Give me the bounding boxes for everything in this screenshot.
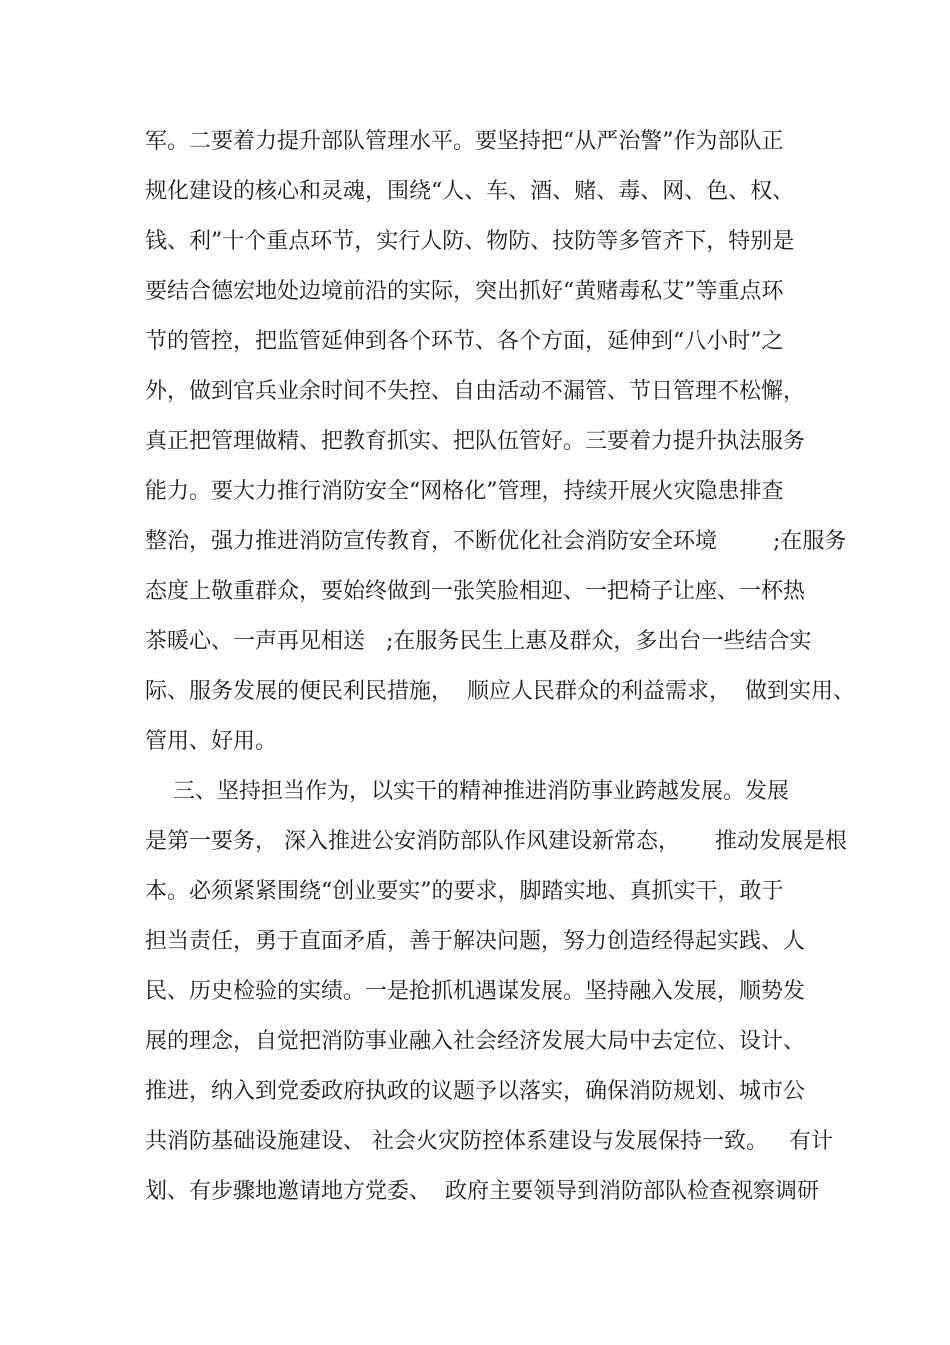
text-line: 展的理念，自觉把消防事业融入社会经济发展大局中去定位、设计、: [145, 1029, 806, 1054]
text-line: 钱、利”十个重点环节，实行人防、物防、技防等多管齐下，特别是: [145, 229, 795, 254]
text-line: 担当责任，勇于直面矛盾，善于解决问题，努力创造经得起实践、人: [145, 929, 806, 954]
text-line: 划、有步骤地邀请地方党委、 政府主要领导到消防部队检查视察调研: [145, 1179, 819, 1204]
text-line: 茶暖心、一声再见相送 ;在服务民生上惠及群众，多出台一些结合实: [145, 629, 812, 654]
text-line: 军。二要着力提升部队管理水平。要坚持把“从严治警”作为部队正: [145, 129, 784, 154]
section-heading-line: 三、坚持担当作为，以实干的精神推进消防事业跨越发展。发展: [145, 779, 789, 804]
text-line: 管用、好用。: [145, 729, 278, 754]
text-line: 节的管控，把监管延伸到各个环节、各个方面，延伸到“八小时”之: [145, 329, 784, 354]
text-line: 共消防基础设施建设、 社会火灾防控体系建设与发展保持一致。 有计: [145, 1129, 833, 1154]
text-line: 真正把管理做精、把教育抓实、把队伍管好。三要着力提升执法服务: [145, 429, 806, 454]
text-line: 际、服务发展的便民利民措施， 顺应人民群众的利益需求， 做到实用、: [145, 679, 855, 704]
text-line: 规化建设的核心和灵魂，围绕“人、车、酒、赌、毒、网、色、权、: [145, 179, 795, 204]
text-line: 态度上敬重群众，要始终做到一张笑脸相迎、一把椅子让座、一杯热: [145, 579, 806, 604]
text-line: 整治，强力推进消防宣传教育，不断优化社会消防安全环境 ;在服务: [145, 529, 847, 554]
text-line: 本。必须紧紧围绕“创业要实”的要求，脚踏实地、真抓实干，敢于: [145, 879, 784, 904]
text-line: 民、历史检验的实绩。一是抢抓机遇谋发展。坚持融入发展，顺势发: [145, 979, 806, 1004]
text-line: 外，做到官兵业余时间不失控、自由活动不漏管、节日管理不松懈，: [145, 379, 806, 404]
text-line: 要结合德宏地处边境前沿的实际，突出抓好“黄赌毒私艾”等重点环: [145, 279, 784, 304]
text-line: 是第一要务， 深入推进公安消防部队作风建设新常态， 推动发展是根: [145, 829, 847, 854]
text-line: 能力。要大力推行消防安全“网格化”管理，持续开展火灾隐患排查: [145, 479, 784, 504]
text-line: 推进，纳入到党委政府执政的议题予以落实，确保消防规划、城市公: [145, 1079, 806, 1104]
